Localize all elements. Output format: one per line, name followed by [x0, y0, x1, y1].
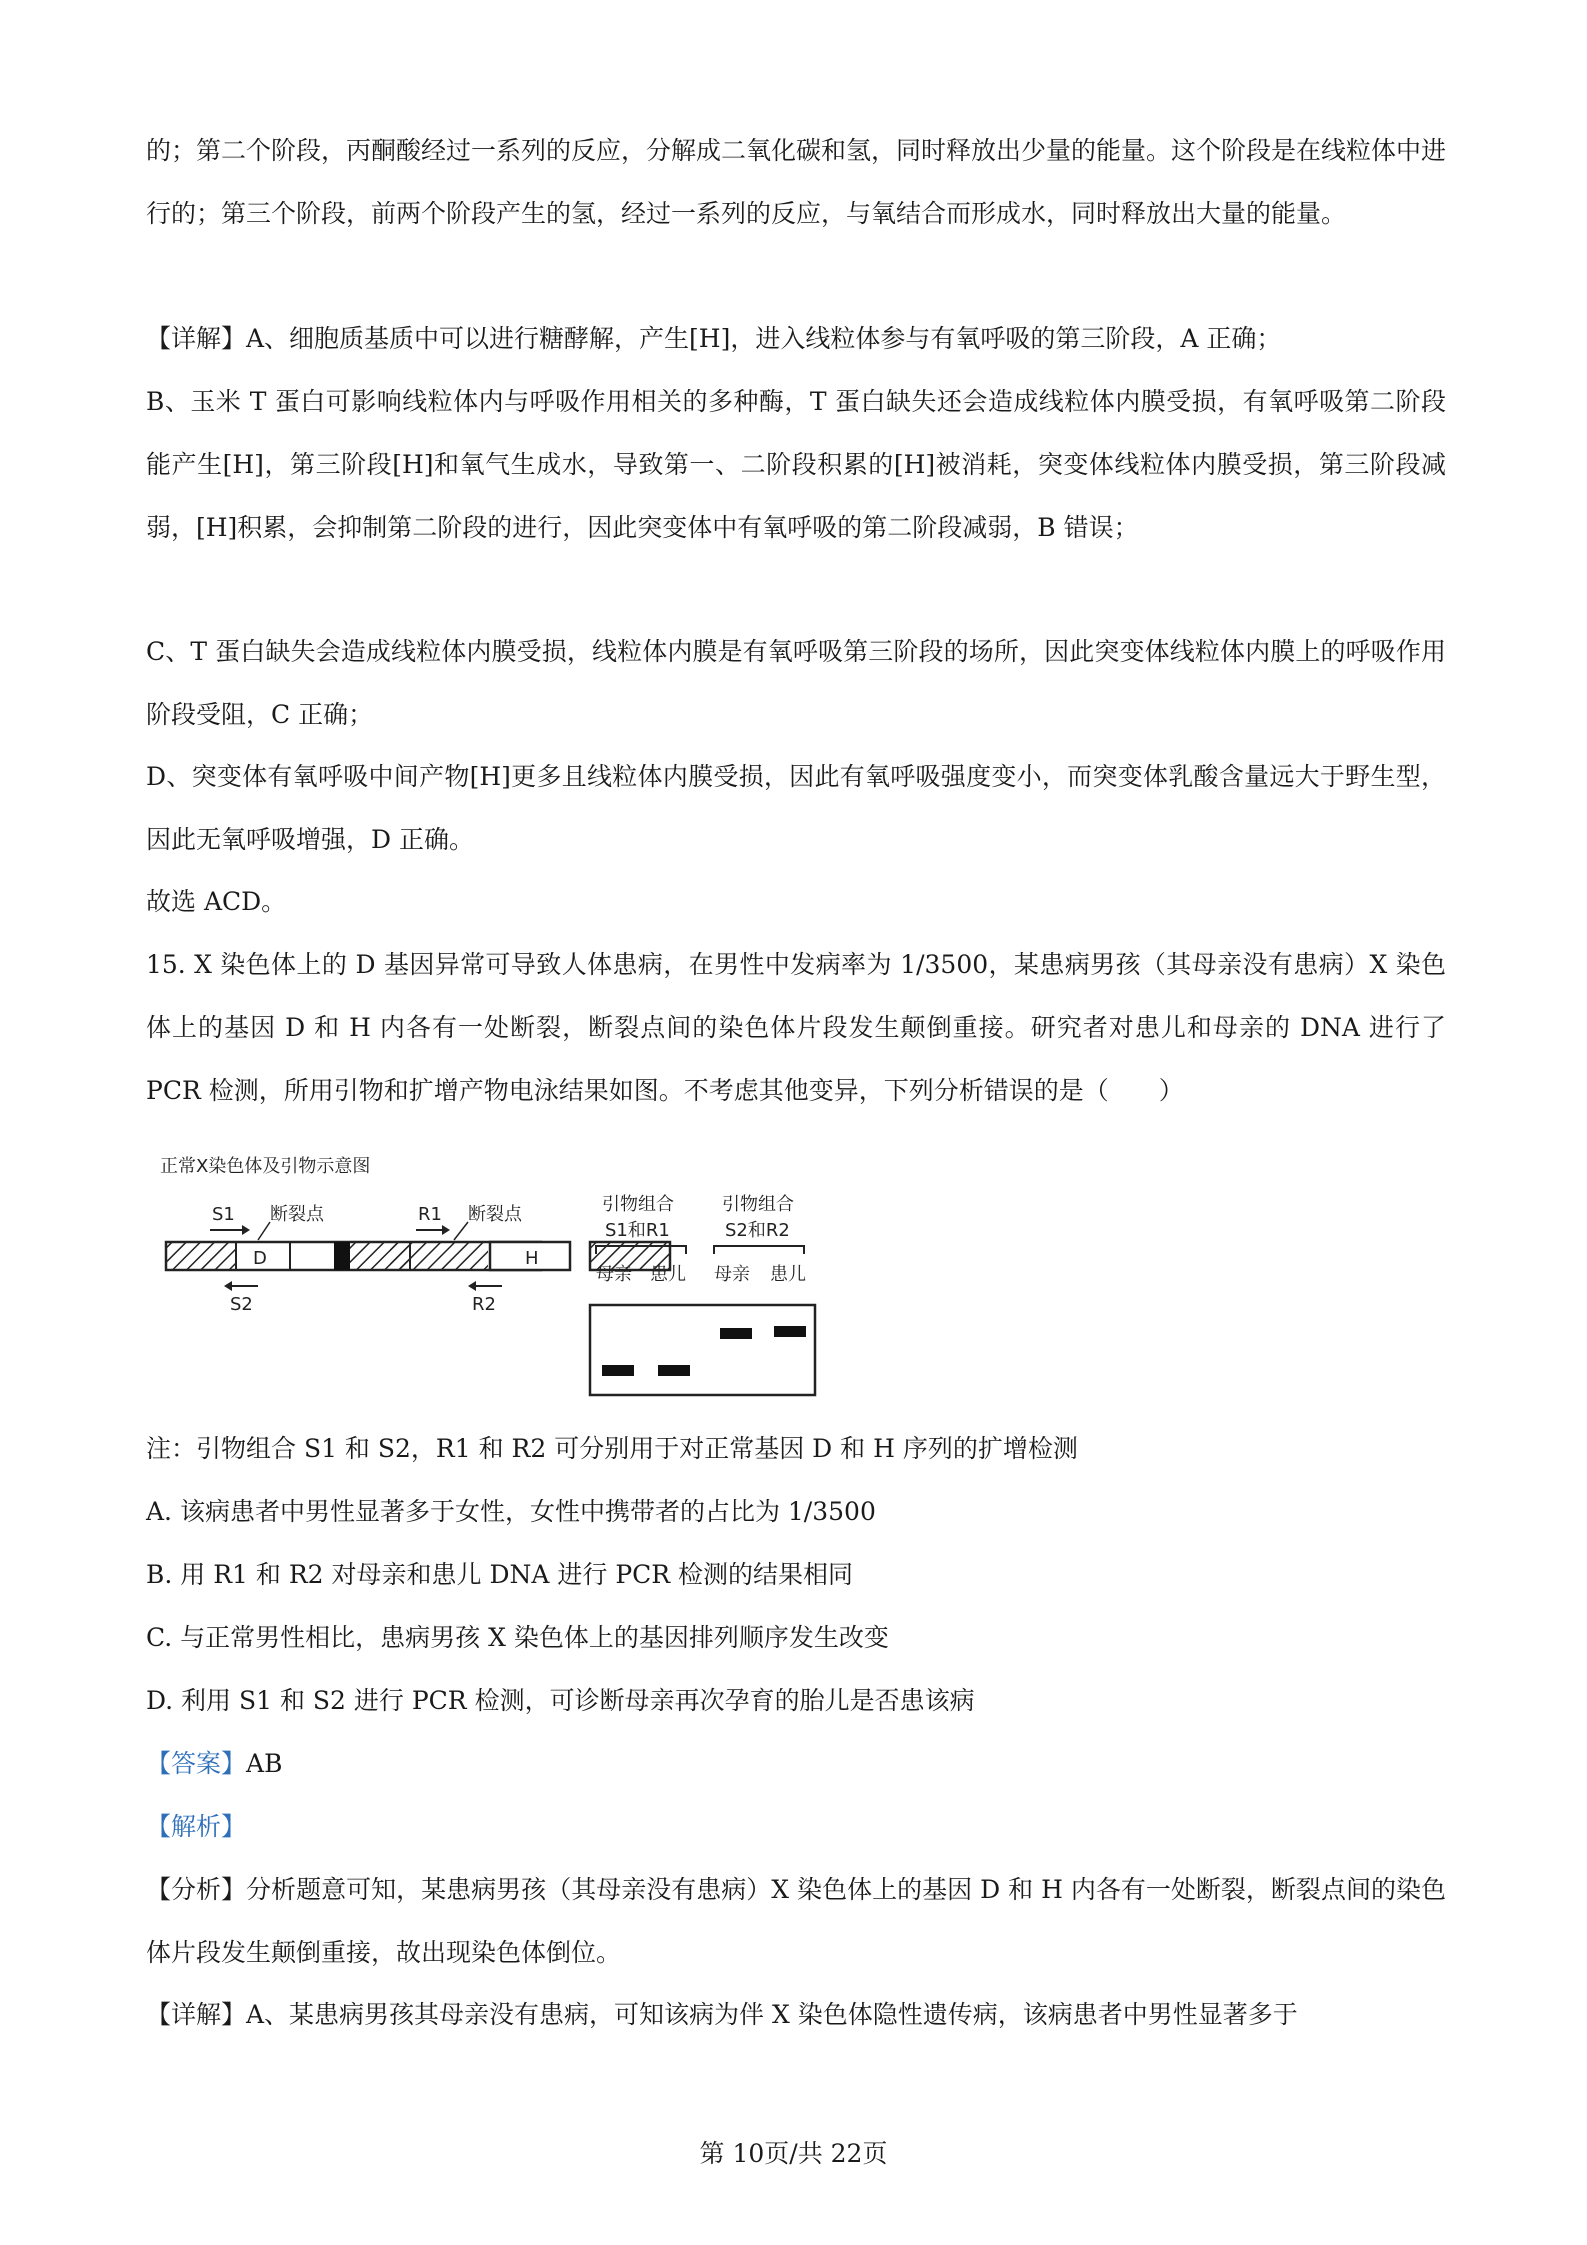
option-a: A. 该病患者中男性显著多于女性，女性中携带者的占比为 1/3500 [146, 1497, 876, 1526]
primer-s1-label: S1 [212, 1204, 235, 1225]
primer-group-2-line2: S2和R2 [725, 1220, 790, 1241]
group-2-bracket [714, 1246, 804, 1254]
answer-label: 【答案】 [146, 1749, 247, 1778]
paragraph-detail-b: B、玉米 T 蛋白可影响线粒体内与呼吸作用相关的多种酶，T 蛋白缺失还会造成线粒体内膜受损，有氧呼吸第二阶段能产生[H]，第三阶段[H]和氧气生成水，导致第一、二阶段积累的[H]被消耗，突变体线粒体内膜受损，第三阶段减弱，[H]积累，会抑制第二阶段的进行，因此突变体中有氧呼吸的第二阶段减弱，B 错误； [146, 387, 1446, 542]
paragraph-detail-d: D、突变体有氧呼吸中间产物[H]更多且线粒体内膜受损，因此有氧呼吸强度变小，而突变体乳酸含量远大于野生型，因此无氧呼吸增强，D 正确。 [146, 762, 1446, 854]
figure-title: 正常X染色体及引物示意图 [160, 1156, 371, 1177]
figure-primer-gel [150, 1150, 850, 1410]
answer-value: AB [246, 1749, 283, 1778]
gel-band-mother-s1r1 [602, 1365, 634, 1376]
breakpoint-2-pointer [454, 1222, 468, 1240]
option-c: C. 与正常男性相比，患病男孩 X 染色体上的基因排列顺序发生改变 [146, 1623, 889, 1652]
primer-group-2-line1: 引物组合 [722, 1194, 794, 1215]
paragraph-aerobic-stages: 的；第二个阶段，丙酮酸经过一系列的反应，分解成二氧化碳和氢，同时释放出少量的能量。这个阶段是在线粒体中进行的；第三个阶段，前两个阶段产生的氢，经过一系列的反应，与氧结合而形成水，同时释放出大量的能量。 [146, 136, 1447, 228]
analysis-paragraph: 【分析】分析题意可知，某患病男孩（其母亲没有患病）X 染色体上的基因 D 和 H 内各有一处断裂，断裂点间的染色体片段发生颠倒重接，故出现染色体倒位。 [146, 1875, 1446, 1967]
lane-label-mother-2: 母亲 [714, 1264, 750, 1285]
paragraph-detail-a: 【详解】A、细胞质基质中可以进行糖酵解，产生[H]，进入线粒体参与有氧呼吸的第三阶段，A 正确； [146, 324, 1282, 353]
detail-paragraph-a: 【详解】A、某患病男孩其母亲没有患病，可知该病为伴 X 染色体隐性遗传病，该病患者中男性显著多于 [146, 2000, 1298, 2029]
figure-note: 注：引物组合 S1 和 S2，R1 和 R2 可分别用于对正常基因 D 和 H 序列的扩增检测 [146, 1434, 1078, 1463]
gel-band-patient-s2r2 [774, 1326, 806, 1337]
option-b: B. 用 R1 和 R2 对母亲和患儿 DNA 进行 PCR 检测的结果相同 [146, 1560, 854, 1589]
chromosome-diagram [166, 1242, 670, 1270]
breakpoint-2-label: 断裂点 [468, 1204, 522, 1225]
gel-band-mother-s2r2 [720, 1328, 752, 1339]
gel-band-patient-s1r1 [658, 1365, 690, 1376]
primer-s2-label: S2 [230, 1294, 253, 1315]
answer-line [146, 1732, 1446, 1795]
lane-label-mother-1: 母亲 [596, 1264, 632, 1285]
lane-label-patient-2: 患儿 [770, 1264, 806, 1285]
primer-group-1-line1: 引物组合 [602, 1194, 674, 1215]
paragraph-choose-acd: 故选 ACD。 [146, 887, 287, 916]
gel-box [590, 1305, 815, 1395]
analysis-label: 【解析】 [146, 1812, 247, 1841]
option-d: D. 利用 S1 和 S2 进行 PCR 检测，可诊断母亲再次孕育的胎儿是否患该病 [146, 1686, 975, 1715]
paragraph-detail-c: C、T 蛋白缺失会造成线粒体内膜受损，线粒体内膜是有氧呼吸第三阶段的场所，因此突变体线粒体内膜上的呼吸作用阶段受阻，C 正确； [146, 637, 1446, 729]
breakpoint-1-pointer [258, 1222, 270, 1240]
gene-h-label: H [525, 1248, 539, 1269]
primer-group-1-line2: S1和R1 [605, 1220, 670, 1241]
page-footer: 第 10页/共 22页 [699, 2139, 888, 2168]
primer-r2-label: R2 [472, 1294, 496, 1315]
lane-label-patient-1: 患儿 [650, 1264, 686, 1285]
breakpoint-1-label: 断裂点 [270, 1204, 324, 1225]
gene-d-label: D [253, 1248, 267, 1269]
primer-r1-label: R1 [418, 1204, 442, 1225]
question-15-stem: 15. X 染色体上的 D 基因异常可导致人体患病，在男性中发病率为 1/3500，某患病男孩（其母亲没有患病）X 染色体上的基因 D 和 H 内各有一处断裂，断裂点间的染色体片段发生颠倒重接。研究者对患儿和母亲的 DNA 进行了 PCR 检测，所用引物和扩增产物电泳结果如图。不考虑其他变异，下列分析错误的是（ ） [146, 950, 1446, 1105]
